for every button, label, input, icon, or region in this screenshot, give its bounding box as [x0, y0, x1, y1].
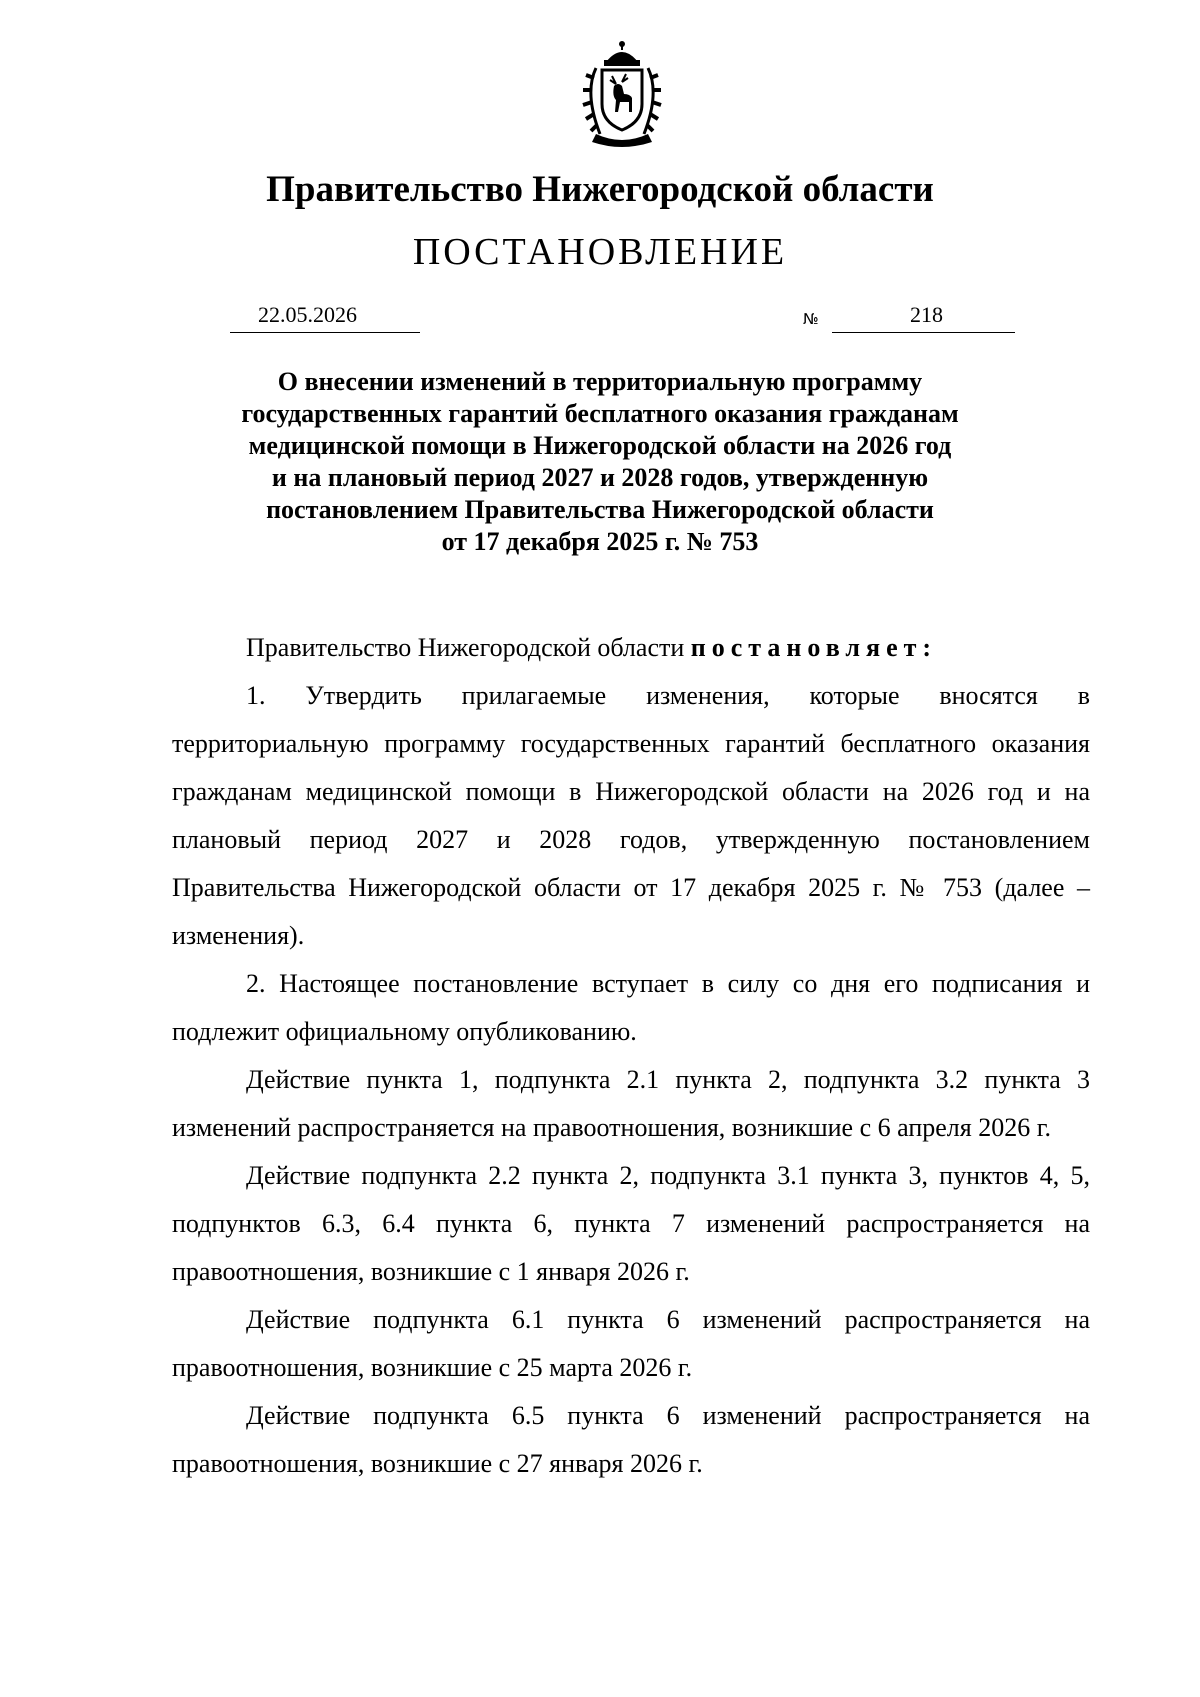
title-line: от 17 декабря 2025 г. № 753 — [441, 527, 759, 556]
title-line: постановлением Правительства Нижегородской области — [266, 495, 934, 524]
number-sign: № — [803, 310, 819, 328]
organization-name: Правительство Нижегородской области — [266, 169, 934, 210]
title-line: О внесении изменений в территориальную программу — [277, 367, 923, 396]
intro-paragraph — [172, 624, 1090, 672]
coat-of-arms-icon — [566, 38, 678, 150]
effect-paragraph: Действие подпункта 6.5 пункта 6 изменений распространяется на правоотношения, возникшие с 27 января 2026 г. — [172, 1401, 1090, 1478]
document-body — [172, 624, 1090, 1488]
effect-paragraph: Действие подпункта 6.1 пункта 6 изменений распространяется на правоотношения, возникшие с 25 марта 2026 г. — [172, 1305, 1090, 1382]
title-line: и на плановый период 2027 и 2028 годов, утвержденную — [271, 463, 929, 492]
number-underline — [832, 332, 1015, 333]
title-line: медицинской помощи в Нижегородской области на 2026 год — [248, 431, 952, 460]
date-underline — [230, 332, 420, 333]
title-line: государственных гарантий бесплатного оказания гражданам — [241, 399, 959, 428]
effect-paragraph: Действие подпункта 2.2 пункта 2, подпункта 3.1 пункта 3, пунктов 4, 5, подпунктов 6.3, 6.4 пункта 6, пункта 7 изменений распространяется на правоотношения, возникшие с 1 января 2026 г. — [172, 1161, 1090, 1286]
paragraph-1: 1. Утвердить прилагаемые изменения, которые вносятся в территориальную программу государственных гарантий бесплатного оказания гражданам медицинской помощи в Нижегородской области на 2026 год и на плановый период 2027 и 2028 годов, утвержденную постановлением Правительства Нижегородской области от 17 декабря 2025 г. № 753 (далее – изменения). — [172, 681, 1090, 950]
intro-text: Правительство Нижегородской области — [246, 633, 691, 662]
paragraph-2: 2. Настоящее постановление вступает в силу со дня его подписания и подлежит официальному опубликованию. — [172, 969, 1090, 1046]
document-number: 218 — [910, 302, 943, 327]
document-type: ПОСТАНОВЛЕНИЕ — [412, 231, 788, 273]
date-field — [230, 300, 420, 334]
document-date: 22.05.2026 — [258, 302, 357, 327]
decree-word: постановляет: — [690, 633, 938, 662]
document-title — [200, 366, 1000, 558]
effect-paragraph: Действие пункта 1, подпункта 2.1 пункта 2, подпункта 3.2 пункта 3 изменений распространяется на правоотношения, возникшие с 6 апреля 2026 г. — [172, 1065, 1090, 1142]
number-field — [832, 300, 1015, 334]
